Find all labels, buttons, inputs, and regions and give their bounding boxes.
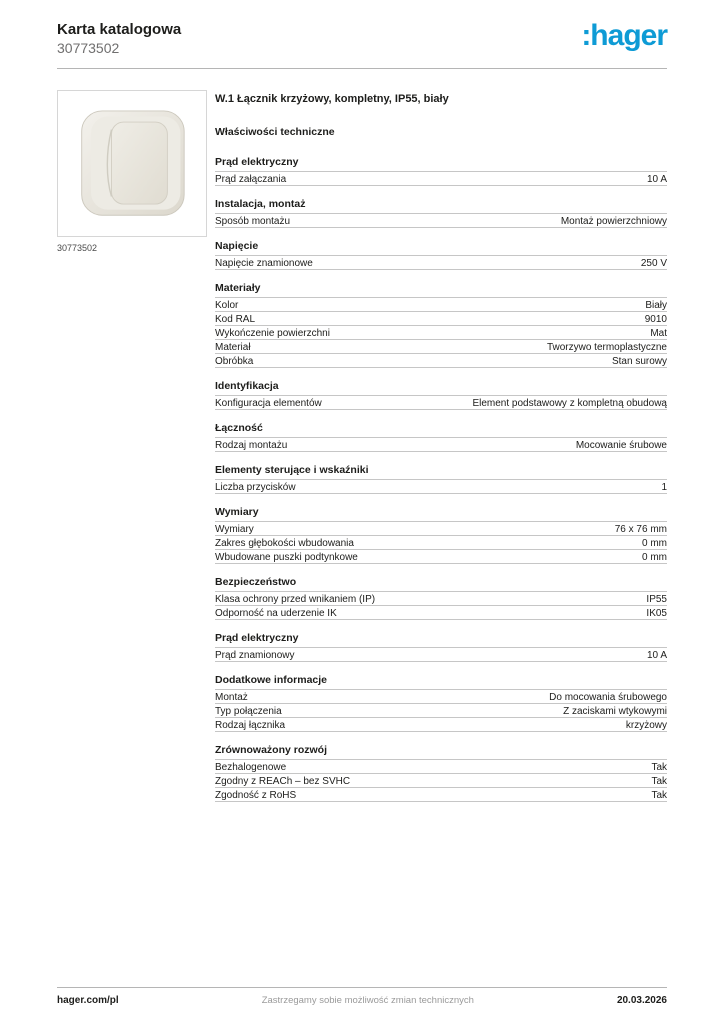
header <box>57 20 667 57</box>
spec-row <box>215 480 667 494</box>
spec-section <box>215 282 667 368</box>
spec-section-title: Instalacja, montaż <box>215 198 667 214</box>
spec-row <box>215 536 667 550</box>
spec-label: Prąd załączania <box>215 174 287 185</box>
spec-label: Rodzaj łącznika <box>215 720 286 731</box>
spec-value: 1 <box>661 482 667 493</box>
spec-label: Prąd znamionowy <box>215 650 295 661</box>
footer-disclaimer: Zastrzegamy sobie możliwość zmian technicznych <box>261 995 474 1006</box>
spec-row <box>215 396 667 410</box>
spec-value: Biały <box>645 300 667 311</box>
switch-illustration <box>62 96 202 232</box>
spec-label: Zgodność z RoHS <box>215 790 297 801</box>
spec-row <box>215 172 667 186</box>
spec-row <box>215 522 667 536</box>
spec-value: 250 V <box>640 258 667 269</box>
spec-row <box>215 438 667 452</box>
spec-sections <box>215 156 667 802</box>
spec-row <box>215 354 667 368</box>
spec-value: 0 mm <box>642 552 667 563</box>
spec-label: Montaż <box>215 692 248 703</box>
footer-divider <box>57 987 667 988</box>
spec-section <box>215 576 667 620</box>
spec-label: Bezhalogenowe <box>215 762 287 773</box>
product-image-caption: 30773502 <box>57 243 98 253</box>
footer <box>57 987 667 1006</box>
hager-logo: :hager <box>581 19 667 52</box>
spec-row <box>215 606 667 620</box>
spec-value: Tworzywo termoplastyczne <box>546 342 667 353</box>
spec-section-title: Prąd elektryczny <box>215 156 667 172</box>
header-product-number: 30773502 <box>57 40 120 56</box>
spec-row <box>215 214 667 228</box>
spec-value: 10 A <box>646 174 667 185</box>
spec-label: Wbudowane puszki podtynkowe <box>215 552 358 563</box>
spec-row <box>215 592 667 606</box>
spec-row <box>215 690 667 704</box>
spec-section-title: Napięcie <box>215 240 667 256</box>
spec-value: IP55 <box>646 594 667 605</box>
spec-value: Z zaciskami wtykowymi <box>563 706 667 717</box>
spec-label: Liczba przycisków <box>215 482 296 493</box>
spec-value: Element podstawowy z kompletną obudową <box>472 398 667 409</box>
spec-row <box>215 550 667 564</box>
spec-section <box>215 422 667 452</box>
footer-date: 20.03.2026 <box>616 995 667 1006</box>
spec-label: Wymiary <box>215 524 254 535</box>
spec-label: Typ połączenia <box>215 706 282 717</box>
spec-row <box>215 340 667 354</box>
spec-label: Rodzaj montażu <box>215 440 288 451</box>
spec-label: Wykończenie powierzchni <box>215 328 330 339</box>
spec-label: Zakres głębokości wbudowania <box>215 538 354 549</box>
footer-website-link[interactable]: hager.com/pl <box>57 995 119 1006</box>
spec-section-title: Łączność <box>215 422 667 438</box>
spec-section-title: Wymiary <box>215 506 667 522</box>
spec-content <box>215 93 667 814</box>
spec-section <box>215 240 667 270</box>
spec-section-title: Identyfikacja <box>215 380 667 396</box>
product-image <box>57 90 207 237</box>
spec-row <box>215 312 667 326</box>
spec-value: Do mocowania śrubowego <box>549 692 667 703</box>
spec-label: Odporność na uderzenie IK <box>215 608 337 619</box>
spec-row <box>215 648 667 662</box>
footer-row <box>57 995 667 1006</box>
spec-section <box>215 198 667 228</box>
spec-section <box>215 380 667 410</box>
spec-row <box>215 760 667 774</box>
spec-row <box>215 298 667 312</box>
spec-section <box>215 156 667 186</box>
spec-label: Zgodny z REACh – bez SVHC <box>215 776 351 787</box>
spec-value: 10 A <box>646 650 667 661</box>
spec-label: Sposób montażu <box>215 216 291 227</box>
header-title-block <box>57 20 181 57</box>
spec-value: Mocowanie śrubowe <box>575 440 667 451</box>
spec-section-title: Prąd elektryczny <box>215 632 667 648</box>
spec-section <box>215 744 667 802</box>
header-divider <box>57 68 667 69</box>
spec-label: Kolor <box>215 300 239 311</box>
product-title: W.1 Łącznik krzyżowy, kompletny, IP55, biały <box>215 93 449 105</box>
spec-heading: Właściwości techniczne <box>215 126 335 138</box>
spec-row <box>215 256 667 270</box>
document-title: Karta katalogowa <box>57 21 182 38</box>
spec-label: Obróbka <box>215 356 254 367</box>
spec-section <box>215 506 667 564</box>
spec-section-title: Bezpieczeństwo <box>215 576 667 592</box>
spec-row <box>215 718 667 732</box>
spec-section <box>215 632 667 662</box>
spec-value: krzyżowy <box>625 720 667 731</box>
spec-row <box>215 704 667 718</box>
spec-section-title: Materiały <box>215 282 667 298</box>
spec-section <box>215 464 667 494</box>
spec-row <box>215 774 667 788</box>
spec-value: Tak <box>651 776 667 787</box>
spec-section-title: Dodatkowe informacje <box>215 674 667 690</box>
spec-label: Konfiguracja elementów <box>215 398 322 409</box>
spec-label: Materiał <box>215 342 251 353</box>
spec-value: Tak <box>651 762 667 773</box>
spec-value: 76 x 76 mm <box>614 524 667 535</box>
spec-section-title: Elementy sterujące i wskaźniki <box>215 464 667 480</box>
product-image-column <box>57 90 207 253</box>
spec-label: Napięcie znamionowe <box>215 258 313 269</box>
spec-row <box>215 326 667 340</box>
spec-section-title: Zrównoważony rozwój <box>215 744 667 760</box>
spec-row <box>215 788 667 802</box>
spec-value: Montaż powierzchniowy <box>560 216 667 227</box>
spec-label: Kod RAL <box>215 314 256 325</box>
spec-section <box>215 674 667 732</box>
spec-label: Klasa ochrony przed wnikaniem (IP) <box>215 594 376 605</box>
spec-value: Mat <box>650 328 667 339</box>
spec-value: Stan surowy <box>611 356 667 367</box>
spec-value: IK05 <box>646 608 667 619</box>
spec-value: 9010 <box>644 314 667 325</box>
spec-value: 0 mm <box>642 538 667 549</box>
spec-value: Tak <box>651 790 667 801</box>
